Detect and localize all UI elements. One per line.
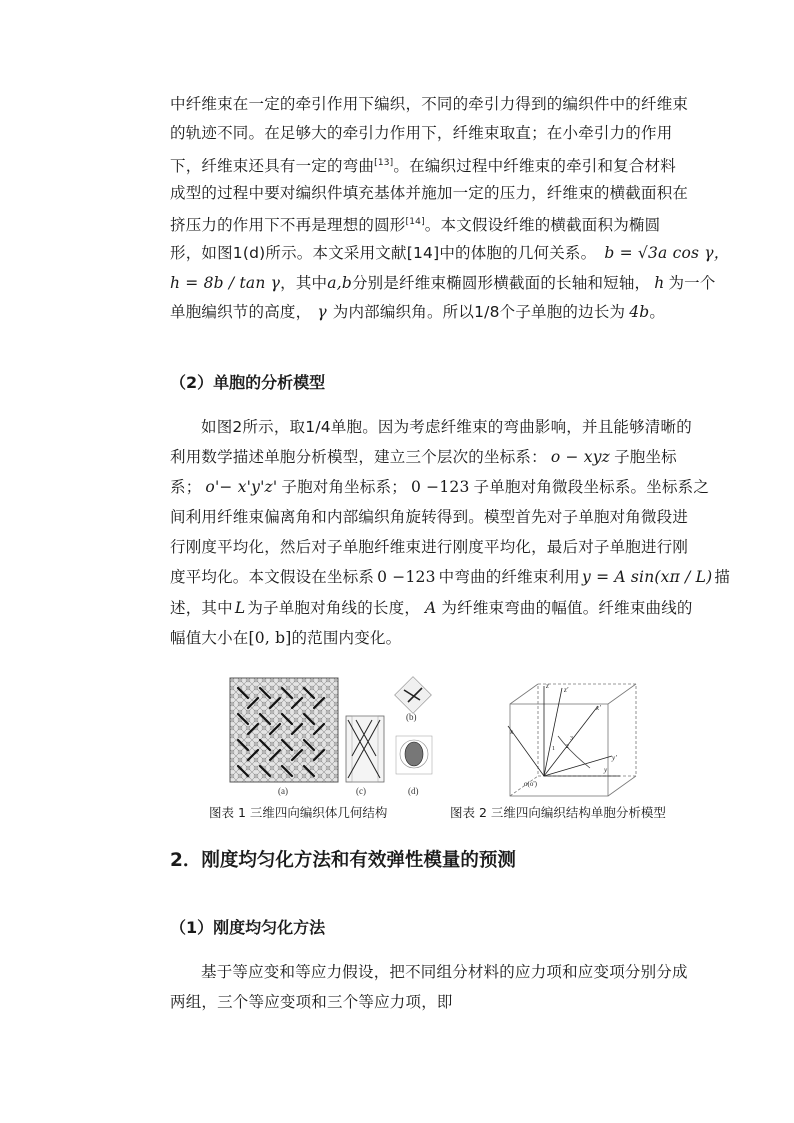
text-span: 描	[714, 568, 731, 586]
text-line: 成型的过程中要对编织件填充基体并施加一定的压力，纤维束的横截面积在	[170, 184, 689, 202]
text-line: 间利用纤维束偏离角和内部编织角旋转得到。模型首先对子单胞对角微段进	[170, 508, 689, 526]
figure-1-caption: 图表 1 三维四向编织体几何结构	[209, 805, 388, 820]
text-line	[170, 567, 730, 587]
figure-1d-label: (d)	[408, 786, 419, 796]
text-span: 单胞编织节的高度，	[170, 303, 312, 321]
text-line: 的轨迹不同。在足够大的牵引力作用下，纤维束取直；在小牵引力的作用	[170, 124, 673, 142]
section-heading: （2）单胞的分析模型	[170, 373, 326, 392]
citation: [13]	[374, 158, 394, 168]
figure-2-caption: 图表 2 三维四向编织结构单胞分析模型	[450, 805, 666, 820]
figure-1d-ellipse-section	[396, 736, 432, 774]
figure-1a-grid	[230, 678, 338, 782]
text-line	[170, 153, 676, 176]
text-line	[170, 598, 693, 618]
text-line	[170, 243, 729, 263]
figure-2-unit-cell-model	[500, 676, 648, 802]
math-symbol: a,b	[327, 274, 352, 292]
text-span: 。本文假设纤维的横截面积为椭圆	[424, 216, 661, 235]
origin-label: o(o')	[524, 780, 537, 788]
text-span: 的范围内变化。	[291, 629, 402, 647]
equation: 0 −123	[377, 568, 436, 586]
axis-label: y'	[612, 754, 617, 762]
text-line	[170, 273, 716, 293]
axis-label: z'	[564, 686, 569, 694]
text-line: 行刚度平均化，然后对子单胞纤维束进行刚度平均化，最后对子单胞进行刚	[170, 538, 689, 556]
text-span: 中弯曲的纤维束利用	[438, 568, 580, 586]
text-line: 两组，三个等应变项和三个等应力项，即	[170, 993, 453, 1011]
text-line: 基于等应变和等应力假设，把不同组分材料的应力项和应变项分别分成	[201, 963, 688, 981]
section-heading: （1）刚度均匀化方法	[170, 918, 326, 937]
equation: h = 8b / tan γ	[170, 274, 281, 292]
text-line: 如图2所示，取1/4单胞。因为考虑纤维束的弯曲影响，并且能够清晰的	[201, 418, 692, 436]
text-span: 为子单胞对角线的长度，	[247, 599, 421, 617]
text-span: 子胞坐标	[614, 448, 677, 466]
text-span: 形，如图1(d)所示。本文采用文献[14]中的体胞的几何关系。	[170, 244, 597, 262]
text-span: 为一个	[668, 274, 716, 292]
text-line	[170, 302, 665, 322]
math-symbol: [0, b]	[248, 629, 292, 647]
math-symbol: h	[654, 274, 665, 292]
text-line: 中纤维束在一定的牵引作用下编织，不同的牵引力得到的编织件中的纤维束	[170, 95, 689, 113]
equation: o − xyz	[550, 448, 611, 466]
text-line	[170, 212, 660, 235]
axis-label: z	[546, 682, 549, 690]
text-span: 为纤维束弯曲的幅值。纤维束曲线的	[441, 599, 693, 617]
figure-1b-label: (b)	[406, 712, 417, 722]
text-line	[170, 628, 401, 648]
math-symbol: 4b	[629, 303, 650, 321]
text-span: 述，其中	[170, 599, 233, 617]
text-span: 幅值大小在	[170, 629, 249, 647]
math-symbol: A	[425, 599, 437, 617]
figure-1b-unit	[395, 677, 432, 714]
axis-label: x'	[596, 704, 601, 712]
equation: 0 −123	[410, 478, 470, 496]
text-span: 子胞对角坐标系；	[281, 478, 407, 496]
text-span: 利用数学描述单胞分析模型，建立三个层次的坐标系：	[170, 448, 547, 466]
text-line	[170, 477, 709, 497]
figure-2-axes	[508, 686, 620, 776]
text-span: 下，纤维束还具有一定的弯曲	[170, 157, 375, 176]
equation: o'− x'y'z'	[205, 478, 278, 496]
text-span: 挤压力的作用下不再是理想的圆形	[170, 216, 406, 235]
text-span: 分别是纤维束椭圆形横截面的长轴和短轴，	[351, 274, 651, 292]
text-span: 。在编织过程中纤维束的牵引和复合材料	[393, 157, 676, 176]
axis-label: x	[510, 728, 514, 736]
text-span: 度平均化。本文假设在坐标系	[170, 568, 375, 586]
section-title: 2．刚度均匀化方法和有效弹性模量的预测	[170, 850, 516, 871]
figure-1c-label: (c)	[356, 786, 366, 796]
equation: y = A sin(xπ / L)	[581, 568, 713, 586]
text-span: 。	[649, 303, 666, 321]
axis-label: 2	[566, 744, 569, 750]
math-symbol: L	[234, 599, 246, 617]
text-span: 子单胞对角微段坐标系。坐标系之	[473, 478, 710, 496]
math-symbol: γ	[317, 303, 327, 321]
figure-1a-label: (a)	[278, 786, 288, 796]
text-span: 为内部编织角。所以1/8个子单胞的边长为	[332, 303, 626, 321]
figure-1-braided-structure	[228, 676, 446, 798]
citation: [14]	[405, 217, 425, 227]
text-span: 系；	[170, 478, 202, 496]
equation: b = √3a cos γ，	[604, 244, 730, 262]
axis-label: 3	[570, 736, 573, 742]
text-span: ，其中	[280, 274, 328, 292]
text-line	[170, 447, 677, 467]
figure-1c-yarn-paths	[346, 716, 384, 782]
axis-label: y	[604, 766, 608, 774]
axis-label: 1	[552, 746, 555, 752]
